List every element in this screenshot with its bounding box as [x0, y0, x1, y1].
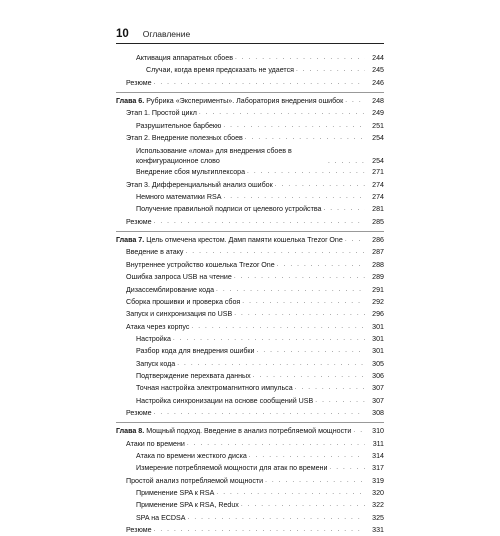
- dot-leader: [235, 52, 365, 64]
- toc-entry-title: Измерение потребляемой мощности для атак по времени: [136, 464, 328, 473]
- chapter-divider: [116, 422, 384, 423]
- toc-chapter-entry[interactable]: [116, 425, 384, 437]
- toc-page-number: 274: [372, 193, 384, 202]
- toc-entry-title: Настройка: [136, 334, 171, 343]
- dot-leader: [275, 179, 365, 191]
- toc-entry-title: Применение SPA к RSA, Redux: [136, 501, 239, 510]
- table-of-contents: [116, 52, 384, 536]
- toc-page-number: 292: [372, 297, 384, 306]
- toc-page-number: 331: [372, 526, 384, 535]
- toc-entry[interactable]: [116, 370, 384, 382]
- dot-leader: [185, 246, 365, 258]
- dot-leader: [353, 425, 365, 437]
- toc-page-number: 325: [372, 513, 384, 522]
- dot-leader: [296, 64, 365, 76]
- toc-page-number: 320: [372, 489, 384, 497]
- chapter-title: Мощный подход. Введение в анализ потребляемой мощности: [146, 427, 352, 436]
- toc-page-number: 310: [372, 427, 384, 436]
- toc-entry-title: [116, 95, 345, 107]
- toc-page-number: 251: [372, 121, 384, 130]
- toc-entry[interactable]: [116, 259, 384, 271]
- dot-leader: [154, 407, 365, 419]
- toc-entry[interactable]: [116, 132, 384, 144]
- toc-page-number: 287: [372, 248, 384, 257]
- toc-entry[interactable]: [116, 382, 384, 394]
- toc-entry-title: Внедрение сбоя мультиплексора: [136, 168, 246, 177]
- toc-entry[interactable]: [116, 475, 384, 487]
- toc-entry[interactable]: [116, 395, 384, 407]
- dot-leader: [154, 524, 365, 536]
- toc-entry[interactable]: [116, 120, 384, 132]
- dot-leader: [154, 77, 365, 89]
- dot-leader: [223, 191, 365, 203]
- toc-page-number: 307: [372, 396, 384, 405]
- dot-leader: [187, 438, 365, 450]
- toc-entry[interactable]: [116, 512, 384, 524]
- toc-page-number: 322: [372, 501, 384, 510]
- toc-page-number: 291: [372, 285, 384, 294]
- dot-leader: [188, 512, 365, 524]
- dot-leader: [345, 234, 365, 246]
- dot-leader: [328, 157, 365, 167]
- toc-entry[interactable]: [116, 438, 384, 450]
- toc-entry[interactable]: [116, 321, 384, 333]
- toc-entry-title: Случаи, когда время предсказать не удается: [146, 66, 294, 75]
- toc-entry[interactable]: [116, 524, 384, 536]
- toc-entry-title: Разбор кода для внедрения ошибки: [136, 347, 255, 356]
- toc-entry[interactable]: [116, 284, 384, 296]
- toc-entry-title: Этап 3. Дифференциальный анализ ошибок: [126, 180, 273, 189]
- toc-page-number: 301: [372, 347, 384, 356]
- toc-entry[interactable]: [116, 179, 384, 191]
- toc-entry-title: Этап 2. Внедрение полезных сбоев: [126, 134, 243, 143]
- toc-entry-title: Ошибка запроса USB на чтение: [126, 273, 232, 282]
- dot-leader: [242, 296, 365, 308]
- dot-leader: [329, 462, 365, 474]
- toc-entry-title: Резюме: [126, 78, 152, 87]
- toc-entry-title: SPA на ECDSA: [136, 513, 186, 522]
- toc-entry[interactable]: [116, 77, 384, 89]
- toc-page-number: 319: [372, 476, 384, 485]
- toc-entry[interactable]: [116, 296, 384, 308]
- chapter-title: Рубрика «Эксперименты». Лаборатория внедрения ошибок: [146, 97, 344, 106]
- chapter-label: Глава 8.: [116, 427, 145, 436]
- dot-leader: [173, 333, 365, 345]
- dot-leader: [249, 450, 365, 462]
- dot-leader: [323, 203, 365, 215]
- toc-entry-title: Настройка синхронизации на основе сообщений USB: [136, 396, 314, 405]
- chapter-divider: [116, 92, 384, 93]
- toc-entry-title: Атаки по времени: [126, 439, 185, 448]
- toc-entry[interactable]: [116, 407, 384, 419]
- toc-page-number: 311: [372, 439, 384, 448]
- toc-entry-title: Внутреннее устройство кошелька Trezor One: [126, 260, 275, 269]
- toc-page-number: 288: [372, 260, 384, 269]
- chapter-label: Глава 6.: [116, 97, 145, 106]
- toc-entry-title: Резюме: [126, 526, 152, 535]
- dot-leader: [177, 358, 365, 370]
- chapter-label: Глава 7.: [116, 236, 145, 245]
- dot-leader: [216, 487, 365, 499]
- dot-leader: [199, 107, 365, 119]
- toc-page-number: 248: [372, 97, 384, 106]
- page-number: 10: [116, 28, 129, 40]
- dot-leader: [265, 475, 365, 487]
- dot-leader: [253, 370, 365, 382]
- toc-entry[interactable]: [116, 64, 384, 76]
- toc-page-number: 285: [372, 217, 384, 226]
- toc-page-number: 286: [372, 236, 384, 245]
- toc-entry[interactable]: [116, 52, 384, 64]
- toc-entry[interactable]: [116, 308, 384, 320]
- toc-page-number: 274: [372, 180, 384, 189]
- dot-leader: [234, 271, 365, 283]
- toc-entry-title: Получение правильной подписи от целевого устройства: [136, 205, 322, 214]
- toc-entry[interactable]: [116, 203, 384, 215]
- dot-leader: [277, 259, 365, 271]
- running-title: Оглавление: [142, 29, 191, 39]
- dot-leader: [315, 395, 365, 407]
- toc-page-number: 245: [372, 66, 384, 75]
- toc-page-number: 296: [372, 310, 384, 319]
- toc-page-number: 244: [372, 54, 384, 62]
- toc-page-number: 306: [372, 371, 384, 380]
- toc-page-number: 249: [372, 109, 384, 118]
- toc-page-number: 305: [372, 359, 384, 368]
- toc-entry-title: Запуск кода: [136, 359, 176, 368]
- chapter-title: Цель отмечена крестом. Дамп памяти кошелька Trezor One: [146, 236, 343, 245]
- toc-entry-title: Сборка прошивки и проверка сбоя: [126, 297, 241, 306]
- toc-page-number: 308: [372, 408, 384, 417]
- toc-page-number: 271: [372, 168, 384, 177]
- toc-entry-title: Немного математики RSA: [136, 193, 222, 202]
- toc-chapter-entry[interactable]: [116, 234, 384, 246]
- page-header: [116, 28, 384, 44]
- toc-entry[interactable]: [116, 487, 384, 499]
- toc-entry[interactable]: [116, 462, 384, 474]
- toc-page-number: 254: [372, 134, 384, 143]
- toc-entry[interactable]: [116, 166, 384, 178]
- toc-entry-title: Резюме: [126, 408, 152, 417]
- toc-entry[interactable]: [116, 345, 384, 357]
- toc-entry-title: Простой анализ потребляемой мощности: [126, 476, 264, 485]
- toc-page-number: 254: [372, 156, 384, 165]
- toc-entry[interactable]: [116, 107, 384, 119]
- toc-page-number: 301: [372, 334, 384, 343]
- toc-entry-title: Дизассемблирование кода: [126, 285, 215, 294]
- toc-entry[interactable]: [116, 333, 384, 345]
- chapter-divider: [116, 231, 384, 232]
- toc-entry[interactable]: [116, 246, 384, 258]
- dot-leader: [223, 120, 365, 132]
- toc-page-number: 301: [372, 322, 384, 331]
- toc-entry-title: Использование «лома» для внедрения сбоев в конфигурационное слово: [136, 147, 292, 165]
- toc-entry-title: Подтверждение перехвата данных: [136, 371, 251, 380]
- toc-entry-title: Атака через корпус: [126, 322, 190, 331]
- toc-entry[interactable]: [116, 499, 384, 511]
- dot-leader: [154, 216, 365, 228]
- toc-entry[interactable]: [116, 191, 384, 203]
- toc-page-number: 307: [372, 384, 384, 393]
- dot-leader: [241, 499, 365, 511]
- toc-page-number: 317: [372, 464, 384, 473]
- dot-leader: [245, 132, 365, 144]
- toc-page-number: 289: [372, 273, 384, 282]
- toc-entry-title: [116, 234, 345, 246]
- toc-chapter-entry[interactable]: [116, 95, 384, 107]
- toc-entry[interactable]: [116, 271, 384, 283]
- toc-entry-title: [116, 425, 353, 437]
- dot-leader: [295, 382, 365, 394]
- toc-page-number: 281: [372, 205, 384, 214]
- toc-entry-title: Этап 1. Простой цикл: [126, 109, 197, 118]
- dot-leader: [234, 308, 365, 320]
- toc-entry-title: Активация аппаратных сбоев: [136, 54, 233, 62]
- dot-leader: [216, 284, 365, 296]
- toc-entry-title: Введение в атаку: [126, 248, 184, 257]
- toc-page-number: 314: [372, 451, 384, 460]
- toc-entry[interactable]: [116, 144, 384, 166]
- toc-entry-title: Резюме: [126, 217, 152, 226]
- toc-entry[interactable]: [116, 358, 384, 370]
- toc-entry-title: Атака по времени жесткого диска: [136, 451, 247, 460]
- toc-entry-title: Запуск и синхронизация по USB: [126, 310, 233, 319]
- dot-leader: [191, 321, 365, 333]
- toc-page-number: 246: [372, 78, 384, 87]
- toc-entry[interactable]: [116, 450, 384, 462]
- dot-leader: [257, 345, 365, 357]
- toc-entry-title: Точная настройка электромагнитного импульса: [136, 384, 293, 393]
- toc-entry[interactable]: [116, 216, 384, 228]
- toc-entry-title: Разрушительное барбекю: [136, 121, 222, 130]
- dot-leader: [345, 95, 365, 107]
- toc-entry-title: Применение SPA к RSA: [136, 489, 215, 497]
- dot-leader: [247, 166, 365, 178]
